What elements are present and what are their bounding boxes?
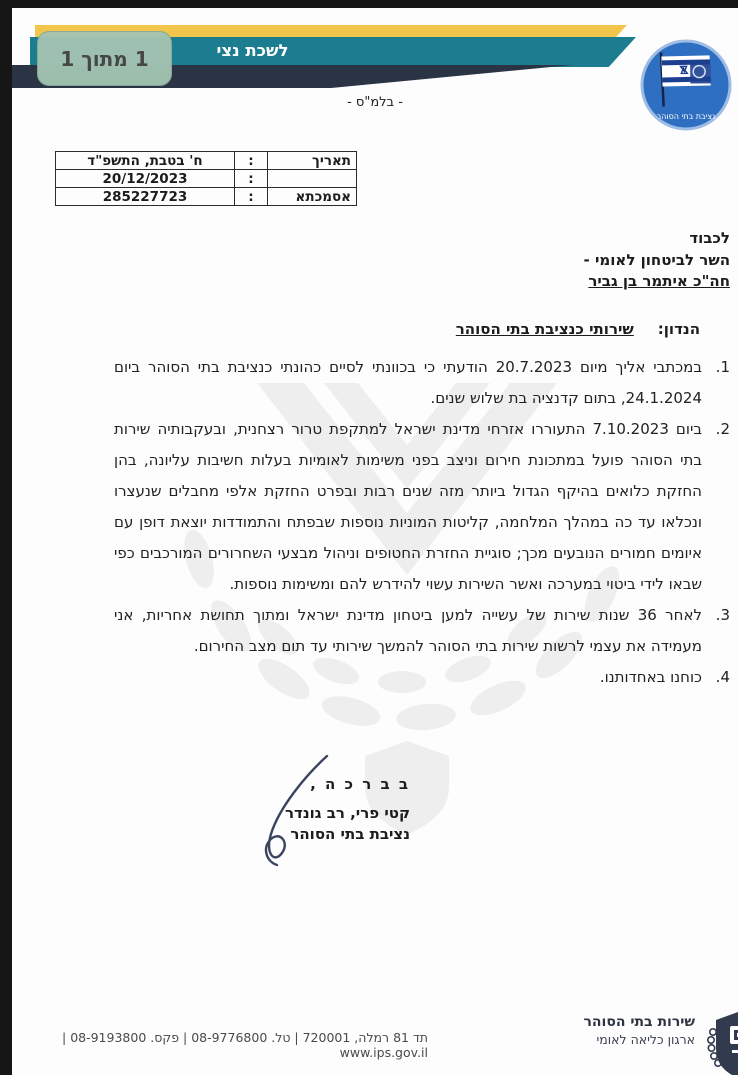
item-text: ביום 7.10.2023 התעוררו אזרחי מדינת ישראל למתקפת טרור רצחנית, ובעקבותיה שירות בתי הסוהר פועל במתכונת חירום וניצב בפני משימות לאומיות בעלות חשיבות עליונה, בהן החזקת כלואים בהיקף הגדול ביותר מזה שנים רבות ובפרט החזקת אלפי מחבלים שנעצרו ונכלאו עד כה במהלך המלחמה, קליטות המוניות נוספות שבפתח והתמודדות יוצאת דופן עם איומים חמורים הנובעים מכך; סוגיית החזרת החטופים וניהול מבצעי השחרורים המורכבים כפי שבאו לידי ביטוי במערכה ואשר השירות עשוי להידרש להם ומשימות נוספות. (114, 420, 702, 593)
table-row (56, 152, 357, 170)
item-number: 4. (715, 668, 730, 686)
recipient-line2: חה"כ איתמר בן גביר (588, 272, 730, 290)
item-number: 3. (715, 606, 730, 624)
meta-separator: : (235, 152, 268, 170)
footer-org-name: שירות בתי הסוהר (583, 1014, 695, 1030)
item-text: במכתבי אליך מיום 20.7.2023 הודעתי כי בכוונתי לסיים כהונתי כנציבת בתי הסוהר ביום 24.1.2024, בתום קדנציה בת שלוש שנים. (114, 358, 702, 407)
table-row (56, 170, 357, 188)
letter-page (12, 8, 738, 1075)
list-item (114, 600, 730, 662)
meta-value: 20/12/2023 (56, 170, 235, 188)
meta-label (268, 170, 357, 188)
signatory-name: קטי פרי, רב גונדר (284, 804, 410, 822)
footer-org-subtitle: ארגון כליאה לאומי (596, 1032, 695, 1047)
meta-value: 285227723 (56, 188, 235, 206)
prison-service-commissioner-logo (640, 38, 732, 132)
recipient-line1: השר לביטחון לאומי - (583, 250, 730, 269)
classification-marking: - בלמ"ס - (347, 95, 403, 110)
signatory-title: נציבת בתי הסוהר (290, 825, 410, 843)
item-text: לאחר 36 שנות שירות של עשייה למען ביטחון מדינת ישראל ומתוך תחושת אחריות, אני מעמידה את עצמי לרשות שירות בתי הסוהר להמשך שירותי עד תום מצב החירום. (114, 606, 703, 655)
recipient-block (584, 228, 730, 293)
item-number: 1. (715, 358, 730, 376)
item-number: 2. (715, 420, 730, 438)
list-item (114, 414, 730, 600)
closing-regards: ב ב ר כ ה , (310, 775, 410, 793)
table-row (56, 188, 357, 206)
prison-service-emblem-icon (704, 1010, 738, 1075)
banner-title: לשכת נצי (216, 41, 289, 60)
meta-label: אסמכתא (268, 188, 357, 206)
subject-text: שירותי כנציבת בתי הסוהר (455, 320, 634, 338)
meta-separator: : (235, 188, 268, 206)
list-item (114, 352, 730, 414)
subject-line (456, 320, 700, 338)
meta-value: ח' בטבת, התשפ"ד (56, 152, 235, 170)
meta-table (55, 151, 357, 206)
footer-org-block (584, 1014, 696, 1048)
list-item (114, 662, 730, 693)
recipient-salutation: לכבוד (689, 229, 730, 247)
handwritten-signature (227, 750, 357, 880)
meta-label: תאריך (268, 152, 357, 170)
item-text: כוחנו באחדותנו. (599, 668, 702, 686)
meta-separator: : (235, 170, 268, 188)
subject-label: הנדון: (657, 320, 700, 338)
page-count-badge: 1 מתוך 1 (37, 31, 172, 86)
footer-contact-line: תד 81 רמלה, 720001 | טל. 08-9776800 | פקס. 08-9193800 | www.ips.gov.il (62, 1030, 428, 1060)
logo-caption: נציבת בתי הסוהר (656, 112, 716, 121)
letter-body (114, 352, 730, 693)
